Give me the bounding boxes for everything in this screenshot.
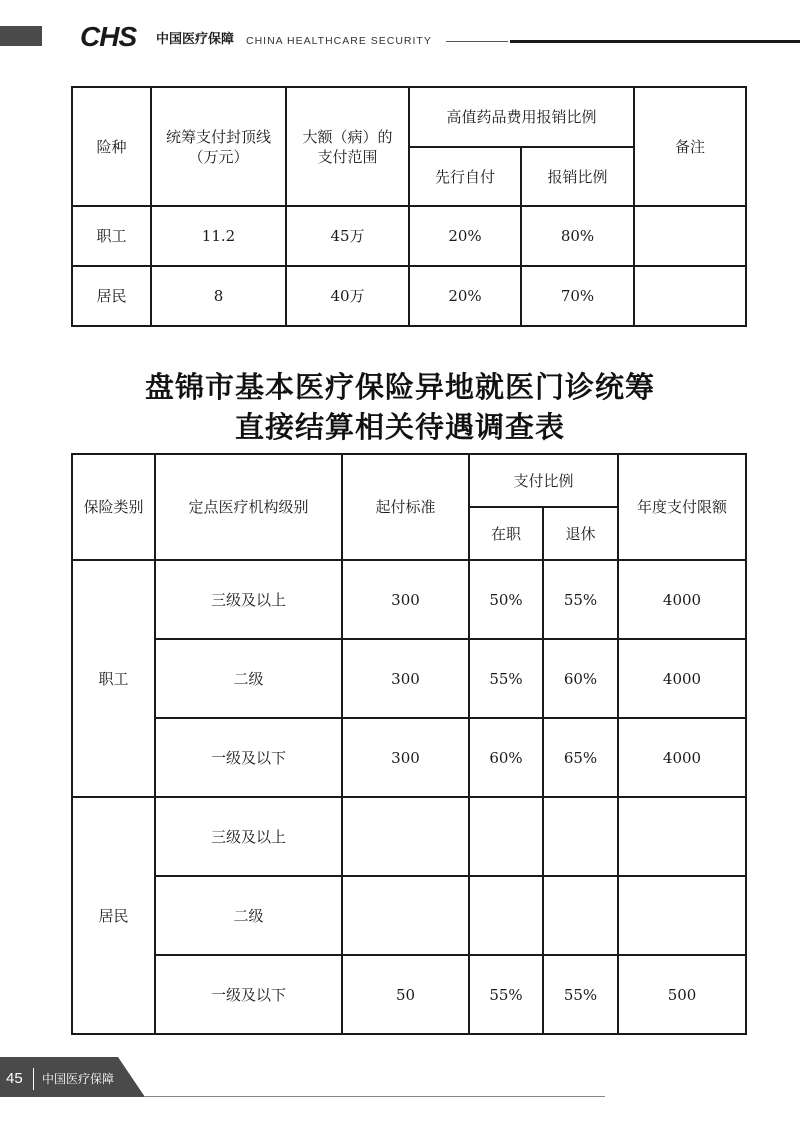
table-row [72, 560, 746, 639]
t1-header-cap: 统筹支付封顶线 （万元） [151, 87, 286, 206]
header-rule-thin [446, 41, 508, 42]
footer-divider [33, 1068, 34, 1090]
outpatient-settlement-table [71, 453, 747, 1035]
t2-cell-employed [469, 876, 543, 955]
t2-cell-limit [618, 876, 746, 955]
t2-cell-level: 一级及以下 [155, 718, 342, 797]
table-title-line2: 直接结算相关待遇调查表 [234, 410, 565, 444]
page-number: 45 [6, 1070, 23, 1087]
t1-cell-cap: 8 [151, 266, 286, 326]
t2-cell-level: 一级及以下 [155, 955, 342, 1034]
t1-cell-major: 45万 [286, 206, 409, 266]
t2-cell-retired [543, 876, 618, 955]
t2-cell-retired: 65% [543, 718, 618, 797]
table-row [72, 718, 746, 797]
t2-cell-level: 二级 [155, 639, 342, 718]
header-title-cn: 中国医疗保障 [156, 32, 235, 47]
t2-cell-threshold: 300 [342, 718, 469, 797]
t2-header-pay-ratio: 支付比例 [469, 454, 618, 507]
t1-cell-remark [634, 206, 746, 266]
t2-header-type: 保险类别 [72, 454, 155, 560]
t2-cell-retired: 55% [543, 560, 618, 639]
t2-cell-threshold [342, 876, 469, 955]
t2-cell-limit: 4000 [618, 560, 746, 639]
footer-title: 中国医疗保障 [42, 1072, 115, 1086]
header-rule-thick [510, 40, 800, 43]
t2-cell-retired [543, 797, 618, 876]
t2-cell-type: 居民 [72, 797, 155, 1034]
t2-cell-level: 三级及以上 [155, 560, 342, 639]
t2-cell-employed: 60% [469, 718, 543, 797]
t2-cell-threshold [342, 797, 469, 876]
t1-header-type: 险种 [72, 87, 151, 206]
t2-cell-level: 三级及以上 [155, 797, 342, 876]
t1-cell-major: 40万 [286, 266, 409, 326]
t1-cell-remark [634, 266, 746, 326]
t2-header-retired: 退休 [543, 507, 618, 560]
t1-cell-type: 居民 [72, 266, 151, 326]
header-accent-block [0, 26, 42, 46]
t2-cell-employed: 55% [469, 955, 543, 1034]
chs-logo [80, 21, 152, 51]
t1-header-remark: 备注 [634, 87, 746, 206]
table-title-line1: 盘锦市基本医疗保险异地就医门诊统筹 [144, 370, 655, 404]
t2-cell-employed [469, 797, 543, 876]
header-title-en: CHINA HEALTHCARE SECURITY [246, 35, 432, 47]
t2-cell-threshold: 300 [342, 639, 469, 718]
t2-cell-type: 职工 [72, 560, 155, 797]
t1-header-ratio: 报销比例 [521, 147, 634, 206]
t2-header-threshold: 起付标准 [342, 454, 469, 560]
t2-cell-limit: 4000 [618, 639, 746, 718]
t1-cell-ratio: 70% [521, 266, 634, 326]
table-row [72, 206, 746, 266]
t2-cell-limit: 4000 [618, 718, 746, 797]
t1-cell-selfpay: 20% [409, 266, 521, 326]
t2-cell-employed: 55% [469, 639, 543, 718]
table-row [72, 876, 746, 955]
t2-cell-threshold: 50 [342, 955, 469, 1034]
footer-rule [145, 1096, 605, 1097]
t2-cell-limit: 500 [618, 955, 746, 1034]
t1-header-selfpay: 先行自付 [409, 147, 521, 206]
t2-cell-threshold: 300 [342, 560, 469, 639]
t2-cell-limit [618, 797, 746, 876]
t2-header-limit: 年度支付限额 [618, 454, 746, 560]
t1-cell-ratio: 80% [521, 206, 634, 266]
table-row [72, 266, 746, 326]
reimbursement-table [71, 86, 747, 327]
t2-cell-retired: 55% [543, 955, 618, 1034]
t1-header-highcost: 高值药品费用报销比例 [409, 87, 634, 147]
table-row [72, 797, 746, 876]
t2-header-level: 定点医疗机构级别 [155, 454, 342, 560]
t2-cell-employed: 50% [469, 560, 543, 639]
t1-cell-cap: 11.2 [151, 206, 286, 266]
t2-cell-retired: 60% [543, 639, 618, 718]
t1-header-major: 大额（病）的 支付范围 [286, 87, 409, 206]
t2-cell-level: 二级 [155, 876, 342, 955]
t2-header-employed: 在职 [469, 507, 543, 560]
table-row [72, 955, 746, 1034]
chs-logo-text: CHS [80, 21, 137, 51]
table-row [72, 639, 746, 718]
t1-cell-selfpay: 20% [409, 206, 521, 266]
t1-cell-type: 职工 [72, 206, 151, 266]
